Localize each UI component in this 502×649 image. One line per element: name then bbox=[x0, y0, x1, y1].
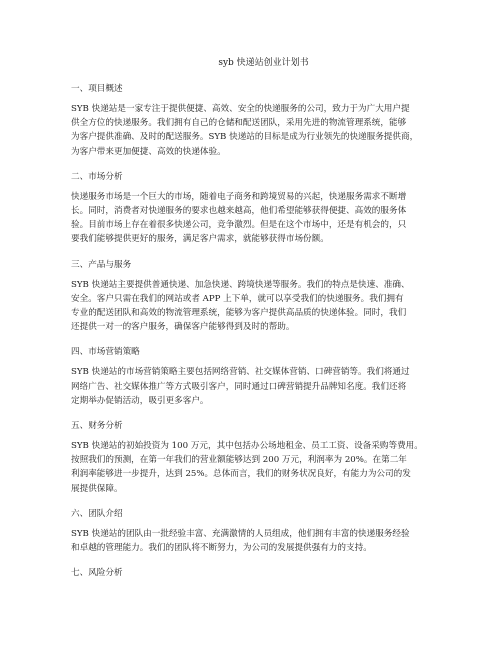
paragraph-line: 为客户提供准确、及时的配送服务。SYB 快递站的目标是成为行业领先的快递服务提供商， bbox=[71, 132, 419, 143]
section-risk-analysis bbox=[71, 567, 446, 579]
paragraph-line: 验。目前市场上存在着很多快递公司，竞争激烈。但是在这个市场中，还是有机会的，只 bbox=[71, 220, 407, 231]
section-financial-analysis bbox=[71, 420, 446, 496]
section-heading: 二、市场分析 bbox=[71, 171, 123, 182]
section-market-analysis bbox=[71, 171, 446, 247]
section-overview bbox=[71, 83, 446, 159]
section-heading: 五、财务分析 bbox=[71, 421, 123, 432]
section-paragraph bbox=[71, 278, 446, 335]
section-paragraph bbox=[71, 365, 446, 408]
paragraph-line: SYB 快递站的市场营销策略主要包括网络营销、社交媒体营销、口碑营销等。我们将通过 bbox=[71, 367, 410, 378]
paragraph-line: 要我们能够提供更好的服务，满足客户需求，就能够获得市场份额。 bbox=[71, 234, 329, 245]
section-paragraph bbox=[71, 527, 446, 555]
paragraph-line: 安全。客户只需在我们的网站或者 APP 上下单，就可以享受我们的快递服务。我们拥有 bbox=[71, 293, 404, 304]
paragraph-line: 快递服务市场是一个巨大的市场，随着电子商务和跨境贸易的兴起，快递服务需求不断增 bbox=[71, 191, 407, 202]
paragraph-line: 利润率能够进一步提升，达到 25%。总体而言，我们的财务状况良好，有能力为公司的发 bbox=[71, 469, 411, 480]
section-heading: 七、风险分析 bbox=[71, 568, 123, 579]
section-team bbox=[71, 508, 446, 555]
paragraph-line: 为客户带来更加便捷、高效的快递体验。 bbox=[71, 146, 226, 157]
section-marketing-strategy bbox=[71, 346, 446, 408]
paragraph-line: 长。同时，消费者对快递服务的要求也越来越高，他们希望能够获得便捷、高效的服务体 bbox=[71, 206, 407, 217]
paragraph-line: 展提供保障。 bbox=[71, 483, 123, 494]
section-paragraph bbox=[71, 102, 446, 159]
section-paragraph bbox=[71, 190, 446, 247]
paragraph-line: SYB 快递站的团队由一批经验丰富、充满激情的人员组成，他们拥有丰富的快递服务经验 bbox=[71, 528, 410, 539]
section-heading: 三、产品与服务 bbox=[71, 259, 132, 270]
paragraph-line: 和卓越的管理能力。我们的团队将不断努力，为公司的发展提供强有力的支持。 bbox=[71, 543, 372, 554]
paragraph-line: SYB 快递站的初始投资为 100 万元，其中包括办公场地租金、员工工资、设备采购等费用。 bbox=[71, 441, 423, 452]
paragraph-line: SYB 快递站主要提供普通快递、加急快递、跨境快递等服务。我们的特点是快速、准确、 bbox=[71, 279, 410, 290]
section-paragraph bbox=[71, 439, 446, 496]
document-title: syb 快递站创业计划书 bbox=[218, 58, 309, 68]
paragraph-line: 网络广告、社交媒体推广等方式吸引客户，同时通过口碑营销提升品牌知名度。我们还将 bbox=[71, 381, 407, 392]
section-products-services bbox=[71, 259, 446, 335]
paragraph-line: 供全方位的快递服务。我们拥有自己的仓储和配送团队，采用先进的物流管理系统，能够 bbox=[71, 118, 407, 129]
section-heading: 六、团队介绍 bbox=[71, 508, 123, 519]
paragraph-line: 还提供一对一的客户服务，确保客户能够得到及时的帮助。 bbox=[71, 322, 295, 333]
section-heading: 一、项目概述 bbox=[71, 84, 123, 94]
section-heading: 四、市场营销策略 bbox=[71, 347, 140, 358]
paragraph-line: 按照我们的预测，在第一年我们的营业额能够达到 200 万元，利润率为 20%。在第二年 bbox=[71, 455, 407, 466]
paragraph-line: 定期举办促销活动，吸引更多客户。 bbox=[71, 395, 209, 406]
paragraph-line: SYB 快递站是一家专注于提供便捷、高效、安全的快递服务的公司，致力于为广大用户提 bbox=[71, 104, 410, 114]
paragraph-line: 专业的配送团队和高效的物流管理系统，能够为客户提供高品质的快递体验。同时，我们 bbox=[71, 308, 407, 319]
